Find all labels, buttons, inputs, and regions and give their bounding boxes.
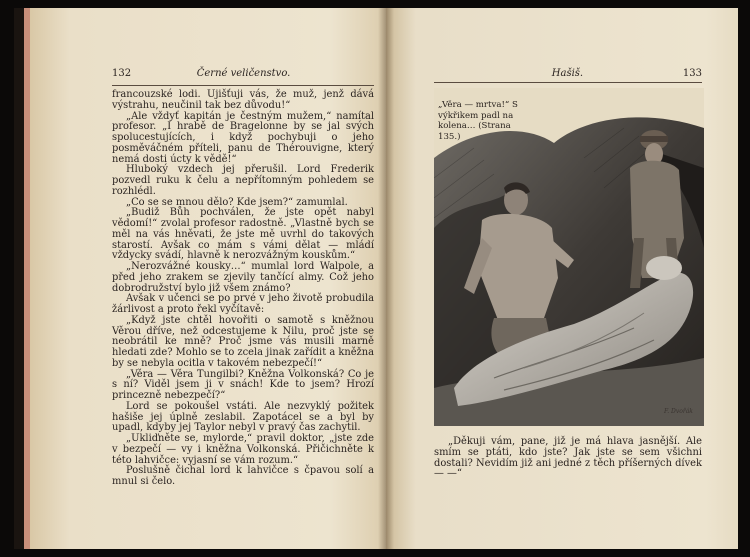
paragraph: „Ukliďněte se, mylorde,“ pravil doktor, „jste zde v bezpečí — vy i kněžna Volkonská. Přičichněte k této lahvičce: vyjasní se vám rozum.“	[112, 433, 374, 466]
right-header-rule	[434, 82, 702, 83]
left-page	[24, 8, 398, 549]
left-header-rule	[112, 85, 374, 86]
left-running-title: Černé veličenstvo.	[196, 68, 291, 79]
paragraph: Avšak v učenci se po prvé v jeho životě probudila žárlivost a proto řekl vyčítavě:	[112, 293, 374, 315]
paragraph: „Děkuji vám, pane, již je má hlava jasnější. Ale smím se ptáti, kdo jste? Jak jste se sem všichni dostali? Nevidím již ani jedné z těch příšerných dívek — —“	[434, 436, 702, 480]
right-running-title: Hašiš.	[551, 68, 584, 79]
left-page-number: 132	[112, 68, 132, 79]
right-page-number: 133	[682, 68, 702, 79]
paragraph: „Ale vždyť kapitán je čestným mužem,“ namítal profesor. „I hrabě de Bragelonne by se jal svých spolucestujících, i když pochybuji o jeho posměváčném příteli, panu de Thérouvigne, který nemá dosti úcty k vědě!“	[112, 110, 374, 165]
paragraph: „Budiž Bůh pochválen, že jste opět nabyl vědomí!“ zvolal profesor radostně. „Vlastně bych se měl na vás hněvati, že jste mě uvrhl do takových starostí. Avšak co mám s vámi dělat — mládí vždycky svádí, hlavně k nerozvážným kouskům.“	[112, 207, 374, 262]
paragraph: „Co se se mnou dělo? Kde jsem?“ zamumlal.	[126, 196, 348, 208]
right-page	[386, 8, 738, 549]
paragraph: francouzské lodi. Ujišťuji vás, že muž, jenž dává výstrahu, neučinil tak bez důvodu!“	[112, 89, 374, 111]
paragraph: „Když jste chtěl hovořiti o samotě s kněžnou Věrou dříve, než odcestujeme k Nilu, proč jste se neobrátil ke mně? Proč jsme vás musili marně hledati zde? Mohlo se to zcela jinak zařídit a kněžna by se nebyla ocitla v takovém nebezpečí!“	[112, 314, 374, 369]
paragraph: „Nerozvážné kousky…“ mumlal lord Walpole, a před jeho zrakem se zjevily tančící almy. Což jeho dobrodružství bylo již všem známo?	[112, 261, 374, 294]
illustrator-signature: F. Dvořák	[664, 408, 693, 415]
open-book	[14, 8, 738, 549]
left-page-text	[112, 90, 374, 488]
paragraph: Hluboký vzdech jej přerušil. Lord Frederik pozvedl ruku k čelu a nepřítomným pohledem se rozhlédl.	[112, 164, 374, 197]
left-running-head	[112, 68, 374, 79]
right-page-text	[434, 437, 702, 480]
paragraph: Poslušně čichal lord k lahvičce s čpavou solí a mnul si čelo.	[112, 465, 374, 487]
paragraph: „Věra — Věra Tungilbi? Kněžna Volkonská? Co je s ní? Viděl jsem ji v snách! Kde to jsem? Hrozí princezně nebezpečí?“	[112, 368, 374, 401]
illustration-caption: „Věra — mrtva!“ S výkřikem padl na kolena… (Strana 135.)	[438, 100, 518, 142]
paragraph: Lord se pokoušel vstáti. Ale nezvyklý požitek hašiše jej úplně zeslabil. Zapotácel se a byl by upadl, kdyby jej Taylor nebyl v pravý čas zachytil.	[112, 400, 374, 434]
right-running-head	[434, 68, 702, 79]
